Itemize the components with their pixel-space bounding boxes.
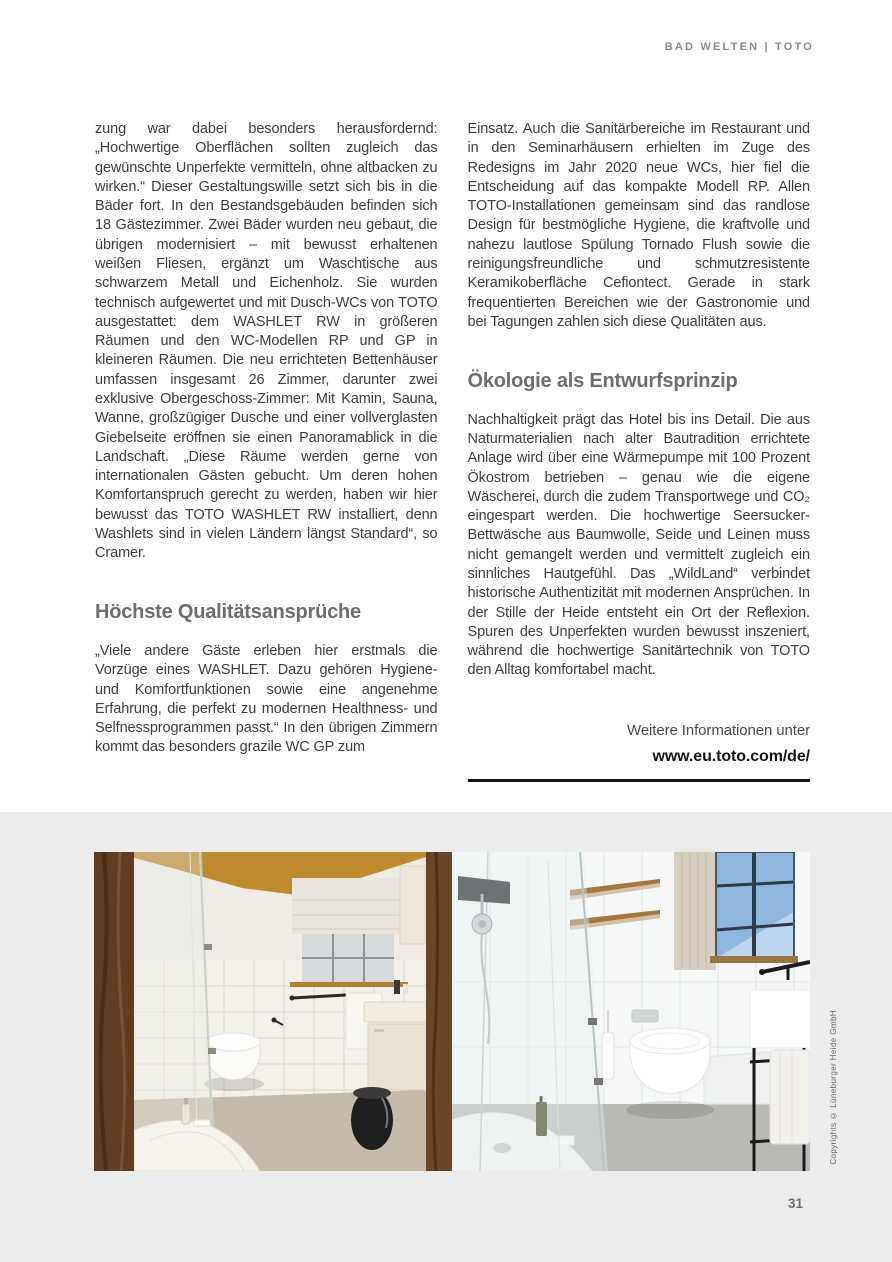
right-column [468, 120, 811, 782]
photo-credit: Copyrights © Lüneburger Heide GmbH [829, 1010, 838, 1165]
bathroom-photo-left [94, 852, 452, 1171]
bathroom-photo-right-image [452, 852, 810, 1171]
mirror-cabinet [400, 866, 426, 944]
column-end-rule [468, 779, 811, 782]
more-info-url-link[interactable]: www.eu.toto.com/de/ [652, 747, 810, 765]
more-info-label: Weitere Informationen unter [627, 721, 810, 739]
page-number: 31 [787, 1196, 803, 1211]
window-with-roman-blind [290, 878, 408, 987]
curtain [674, 852, 716, 970]
more-info-block [468, 721, 811, 767]
left-heading: Höchste Qualitätsansprüche [95, 601, 361, 624]
wooden-beam-right [426, 852, 452, 1171]
right-paragraph-2: Nachhaltigkeit prägt das Hotel bis ins Detail. Die aus Naturmaterialien nach alter Bautradition errichtete Anlage wird über eine Wärmepumpe mit 100 Prozent Ökostrom betrieben – genau wie die eigene Wäscherei, durch die zudem Transportwege und CO₂ eingespart werden. Die hochwertige Seersucker-Bettwäsche aus Baumwolle, Seide und Leinen muss nicht gemangelt werden und vermittelt zugleich ein sinnliches Hautgefühl. Das „WildLand“ verbindet historische Authentizität mit modernen Ansprüchen. In der Stille der Heide entsteht ein Ort der Reflexion. Spuren des Unperfekten wurden bewusst inszeniert, während die hochwertige Sanitärtechnik von TOTO den Alltag komfortabel macht. [467, 411, 810, 679]
right-paragraph-1: Einsatz. Auch die Sanitärbereiche im Restaurant und in den Seminarhäusern erhielten im Zuge des Redesigns im Jahr 2020 neue WCs, hier fiel die Entscheidung auf das kompakte Modell RP. Allen TOTO-Installationen gemeinsam sind das randlose Design für bestmögliche Hygiene, die kraftvolle und nahezu lautlose Spülung Tornado Flush sowie die reinigungsfreundliche und schmutzresistente Keramikoberfläche Cefiontect. Gerade in stark frequentierten Bereichen wie der Gastronomie und bei Tagungen zahlen sich diese Qualitäten aus. [467, 121, 810, 330]
flush-plate [632, 1010, 658, 1022]
bathroom-photo-right [452, 852, 810, 1171]
wall-hung-toilet [626, 1028, 714, 1119]
page-header: BAD WELTEN | TOTO [664, 41, 814, 53]
photo-band [0, 812, 892, 1262]
window [710, 852, 798, 963]
article-body [95, 120, 810, 782]
wooden-beam-left [94, 852, 134, 1171]
left-column [95, 120, 438, 782]
glass-shower [452, 852, 608, 1171]
right-heading: Ökologie als Entwurfsprinzip [467, 370, 738, 393]
bathroom-photo-left-image [94, 852, 452, 1171]
left-paragraph-2: „Viele andere Gäste erleben hier erstmals die Vorzüge eines WASHLET. Dazu gehören Hygiene- und Komfortfunktionen sowie eine angenehme Erfahrung, die perfekt zu modernen Healthness- und Selfnessprogrammen passt.“ In den übrigen Zimmern kommt das besonders grazile WC GP zum [95, 643, 438, 756]
left-paragraph-1: zung war dabei besonders herausfordernd: „Hochwertige Oberflächen sollten zugleich das gewünschte Unperfekte vermitteln, ohne altbacken zu wirken.“ Dieser Gestaltungswille setzt sich bis in die Bäder fort. In den Bestandsgebäuden befinden sich 18 Gästezimmer. Zwei Bäder wurden neu gebaut, die übrigen modernisiert – mit bewusst erhaltenen weißen Fliesen, ergänzt um Waschtische aus schwarzem Metall und Eichenholz. Sie wurden technisch aufgewertet und mit Dusch-WCs von TOTO ausgestattet: dem WASHLET RW in größeren Räumen und den WC-Modellen RP und GP in kleineren Räumen. Die neu errichteten Bettenhäuser umfassen insgesamt 26 Zimmer, darunter zwei exklusive Obergeschoss-Zimmer: Mit Kamin, Sauna, Wanne, großzügiger Dusche und einer vollverglasten Giebelseite eröffnen sie einen Panoramablick in die Landschaft. „Diese Räume werden gerne von internationalen Gästen gebucht. Um deren hohen Komfortanspruch gerecht zu werden, haben wir hier bewusst das TOTO WASHLET RW installiert, denn Washlets sind in vielen Ländern längst Standard“, so Cramer. [95, 121, 438, 562]
wall-hung-toilet [204, 1033, 264, 1091]
black-waste-bin [351, 1087, 393, 1150]
